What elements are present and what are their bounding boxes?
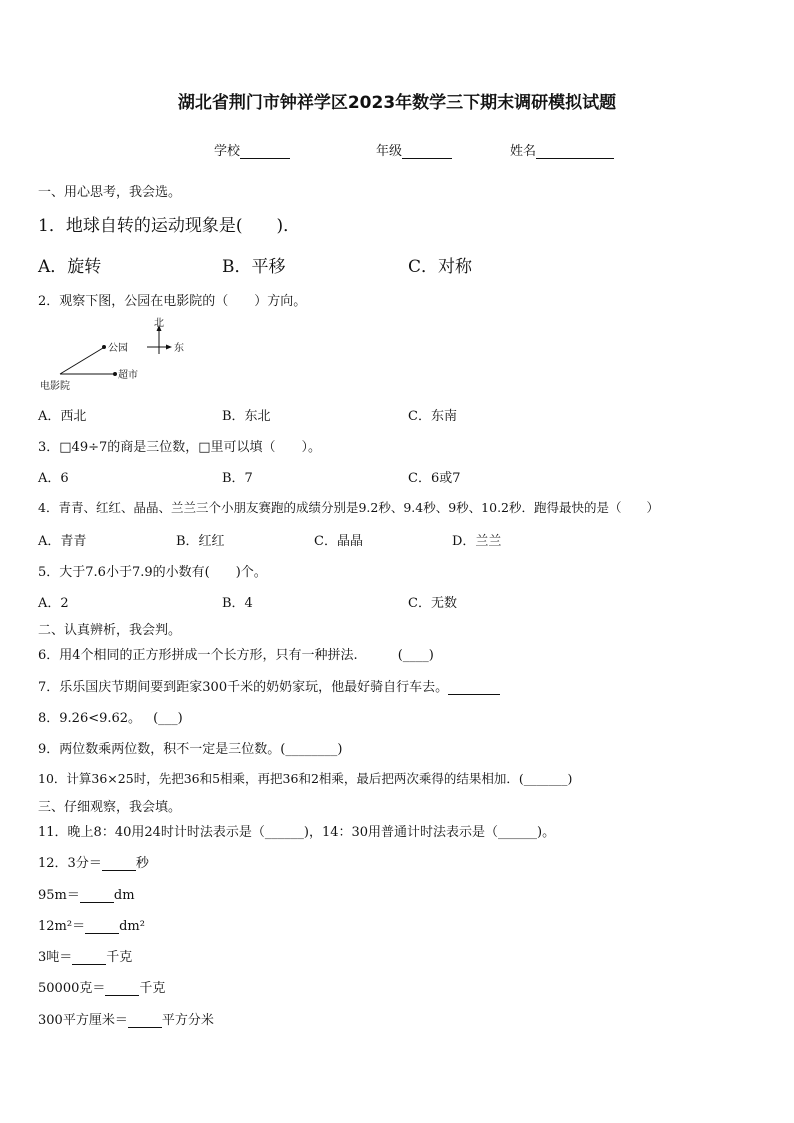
q12-l3-prefix: 12m²＝ <box>38 919 86 934</box>
school-field <box>214 140 290 159</box>
q1-option-b[interactable]: B．平移 <box>222 257 286 277</box>
q4-option-d[interactable]: D．兰兰 <box>452 534 502 549</box>
question-1: 1．地球自转的运动现象是( )． <box>38 216 301 236</box>
q1-option-a[interactable]: A．旋转 <box>38 257 102 277</box>
q2-option-c[interactable]: C．东南 <box>408 409 457 424</box>
question-4: 4．青青、红红、晶晶、兰兰三个小朋友赛跑的成绩分别是9.2秒、9.4秒、9秒、10.2秒．跑得最快的是（ ） <box>38 500 659 515</box>
question-5: 5．大于7.6小于7.9的小数有( )个。 <box>38 565 267 580</box>
name-field <box>510 140 614 159</box>
q12-l2-unit: dm <box>113 888 135 903</box>
q12-l5-prefix: 50000克＝ <box>38 981 106 996</box>
q12-l5-unit: 千克 <box>139 981 166 996</box>
question-12-line-5 <box>38 977 165 996</box>
direction-diagram <box>38 316 198 392</box>
q6-answer-paren[interactable]: (____) <box>397 648 434 663</box>
supermarket-label: 超市 <box>118 370 138 381</box>
park-dot <box>102 345 106 349</box>
park-label: 公园 <box>108 343 128 354</box>
q10-text: 10．计算36×25时，先把36和5相乘，再把36和2相乘，最后把两次乘得的结果相加． <box>38 771 519 786</box>
q4-option-c[interactable]: C．晶晶 <box>314 534 363 549</box>
north-label: 北 <box>154 318 164 329</box>
q7-text: 7．乐乐国庆节期间要到距家300千米的奶奶家玩，他最好骑自行车去。 <box>38 680 449 695</box>
cinema-label: 电影院 <box>40 381 70 392</box>
q3-option-c[interactable]: C．6或7 <box>408 471 461 486</box>
q12-l2-prefix: 95m＝ <box>38 888 80 903</box>
q6-text: 6．用4个相同的正方形拼成一个长方形，只有一种拼法. <box>38 648 358 663</box>
question-9 <box>38 738 342 757</box>
q12-l1-prefix: 12．3分＝ <box>38 856 102 871</box>
page-title: 湖北省荆门市钟祥学区2023年数学三下期末调研模拟试题 <box>177 93 617 113</box>
q5-option-c[interactable]: C．无数 <box>408 596 457 611</box>
question-2: 2．观察下图，公园在电影院的（ ）方向。 <box>38 294 307 309</box>
question-8 <box>38 707 183 726</box>
question-10 <box>38 769 572 787</box>
grade-label: 年级 <box>376 144 403 159</box>
q12-l4-unit: 千克 <box>106 950 133 965</box>
q4-option-a[interactable]: A．青青 <box>38 534 87 549</box>
question-6 <box>38 644 434 663</box>
q3-option-b[interactable]: B．7 <box>222 471 253 486</box>
section-2-heading: 二、认真辨析，我会判。 <box>38 623 182 638</box>
section-3-heading: 三、仔细观察，我会填。 <box>38 800 182 815</box>
q12-l6-prefix: 300平方厘米＝ <box>38 1013 128 1028</box>
q12-l5-blank[interactable] <box>105 982 139 996</box>
q12-l4-blank[interactable] <box>72 951 106 965</box>
q12-l3-unit: dm² <box>119 919 145 934</box>
school-label: 学校 <box>214 144 241 159</box>
question-3: 3．□49÷7的商是三位数，□里可以填（ ）。 <box>38 440 322 455</box>
question-12-line-6 <box>38 1009 214 1028</box>
q8-answer-paren[interactable]: (___) <box>153 711 183 726</box>
q8-text: 8．9.26<9.62。 <box>38 711 142 726</box>
q4-option-b[interactable]: B．红红 <box>176 534 225 549</box>
q3-option-a[interactable]: A．6 <box>38 471 69 486</box>
east-arrowhead <box>166 345 172 350</box>
question-7 <box>38 676 500 695</box>
q5-option-b[interactable]: B．4 <box>222 596 253 611</box>
q12-l1-unit: 秒 <box>135 856 149 871</box>
name-blank[interactable] <box>536 145 614 159</box>
question-12-line-2 <box>38 884 135 903</box>
q10-answer-paren[interactable]: (_______) <box>518 771 573 786</box>
school-blank[interactable] <box>240 145 290 159</box>
question-11: 11．晚上8：40用24时计时法表示是（______)，14：30用普通计时法表示是（______)。 <box>38 825 556 840</box>
q12-l6-unit: 平方分米 <box>161 1013 214 1028</box>
q2-option-b[interactable]: B．东北 <box>222 409 271 424</box>
question-12-line-3 <box>38 915 145 934</box>
q12-l6-blank[interactable] <box>128 1014 162 1028</box>
q9-answer-paren[interactable]: (________) <box>280 742 343 757</box>
q9-text: 9．两位数乘两位数，积不一定是三位数。 <box>38 742 281 757</box>
name-label: 姓名 <box>510 144 537 159</box>
grade-field <box>376 140 452 159</box>
q1-option-c[interactable]: C．对称 <box>408 257 473 277</box>
cinema-to-park-line <box>60 348 103 374</box>
q7-answer-blank[interactable] <box>448 681 500 695</box>
section-1-heading: 一、用心思考，我会选。 <box>38 185 182 200</box>
q5-option-a[interactable]: A．2 <box>38 596 69 611</box>
q12-l3-blank[interactable] <box>85 920 119 934</box>
q2-option-a[interactable]: A．西北 <box>38 409 87 424</box>
q12-l2-blank[interactable] <box>80 889 114 903</box>
q12-l4-prefix: 3吨＝ <box>38 950 73 965</box>
q12-l1-blank[interactable] <box>102 857 136 871</box>
question-12-line-4 <box>38 946 132 965</box>
east-label: 东 <box>174 343 184 354</box>
question-12-line-1 <box>38 852 149 871</box>
supermarket-dot <box>113 372 117 376</box>
grade-blank[interactable] <box>402 145 452 159</box>
